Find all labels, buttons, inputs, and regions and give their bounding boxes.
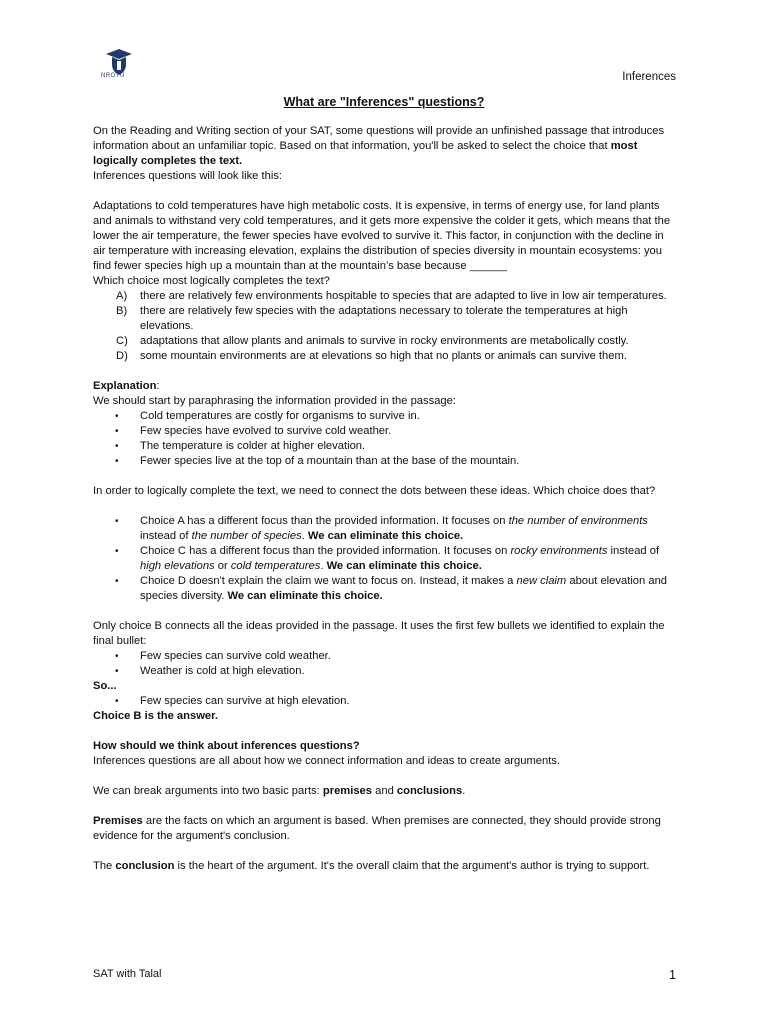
section-label: Inferences	[622, 71, 676, 83]
list-item: • Few species can survive at high elevation.	[115, 695, 350, 707]
page-title: What are "Inferences" questions?	[283, 95, 485, 109]
only-b-paragraph: Only choice B connects all the ideas provided in the passage. It uses the first few bullets we identified to explain the final bullet:	[93, 620, 665, 647]
connect-paragraph: In order to logically complete the text, we need to connect the dots between these ideas. Which choice does that?	[93, 485, 656, 497]
elimination-list	[93, 514, 679, 604]
paraphrase-list	[93, 409, 679, 469]
option-d: D) some mountain environments are at elevations so high that no plants or animals can survive them.	[116, 350, 627, 362]
question: Which choice most logically completes the text?	[93, 275, 330, 287]
think-heading: How should we think about inferences questions?	[93, 740, 360, 752]
logo-text: NROTU	[101, 73, 125, 79]
think-line: Inferences questions are all about how we connect information and ideas to create arguments.	[93, 755, 561, 767]
option-a: A) there are relatively few environments hospitable to species that are adapted to live in low air temperatures.	[116, 290, 667, 302]
intro-lead: Inferences questions will look like this:	[93, 170, 283, 182]
b-list	[93, 649, 679, 679]
passage: Adaptations to cold temperatures have high metabolic costs. It is expensive, in terms of energy use, for land plants and animals to withstand very cold temperatures, and it gets more expensive the colder it gets, which means that the lower the air temperature, the fewer species have evolved to survive it. This factor, in conjunction with the decline in air temperature with increasing elevation, explains the distribution of species diversity in mountain ecosystems: you find fewer species high up a mountain than at the mountain’s base because ______	[93, 200, 671, 272]
footer-text: SAT with Talal	[93, 968, 162, 980]
options-list	[93, 289, 679, 364]
explanation-heading: Explanation:	[93, 380, 160, 392]
list-item: • Weather is cold at high elevation.	[115, 665, 305, 677]
page-number: 1	[669, 968, 676, 982]
option-b: B) there are relatively few species with the adaptations necessary to tolerate the temperatures at high elevations.	[116, 305, 628, 332]
list-item: • Cold temperatures are costly for organisms to survive in.	[115, 410, 420, 422]
break-paragraph: We can break arguments into two basic parts: premises and conclusions.	[93, 785, 466, 797]
premises-paragraph: Premises are the facts on which an argument is based. When premises are connected, they should provide strong evidence for the argument's conclusion.	[93, 815, 661, 842]
conclusion-paragraph: The conclusion is the heart of the argument. It's the overall claim that the argument's author is trying to support.	[93, 860, 650, 872]
list-item: • Few species can survive cold weather.	[115, 650, 331, 662]
elimination-d: • Choice D doesn't explain the claim we want to focus on. Instead, it makes a new claim about elevation and species diversity. We can eliminate this choice.	[115, 575, 668, 602]
elimination-a: • Choice A has a different focus than the provided information. It focuses on the number of environments instead of the number of species. We can eliminate this choice.	[115, 515, 648, 542]
document-body	[93, 124, 679, 874]
explanation-lead: We should start by paraphrasing the information provided in the passage:	[93, 395, 456, 407]
option-c: C) adaptations that allow plants and animals to survive in rocky environments are metabolically costly.	[116, 335, 629, 347]
intro-paragraph: On the Reading and Writing section of your SAT, some questions will provide an unfinished passage that introduces information about an unfamiliar topic. Based on that information, you'll be asked to select the choice that most logically completes the text.	[93, 125, 665, 167]
answer-line: Choice B is the answer.	[93, 710, 218, 722]
list-item: • The temperature is colder at higher elevation.	[115, 440, 366, 452]
list-item: • Few species have evolved to survive cold weather.	[115, 425, 392, 437]
so-label: So...	[93, 680, 117, 692]
list-item: • Fewer species live at the top of a mountain than at the base of the mountain.	[115, 455, 520, 467]
elimination-c: • Choice C has a different focus than the provided information. It focuses on rocky environments instead of high elevations or cold temperatures. We can eliminate this choice.	[115, 545, 660, 572]
